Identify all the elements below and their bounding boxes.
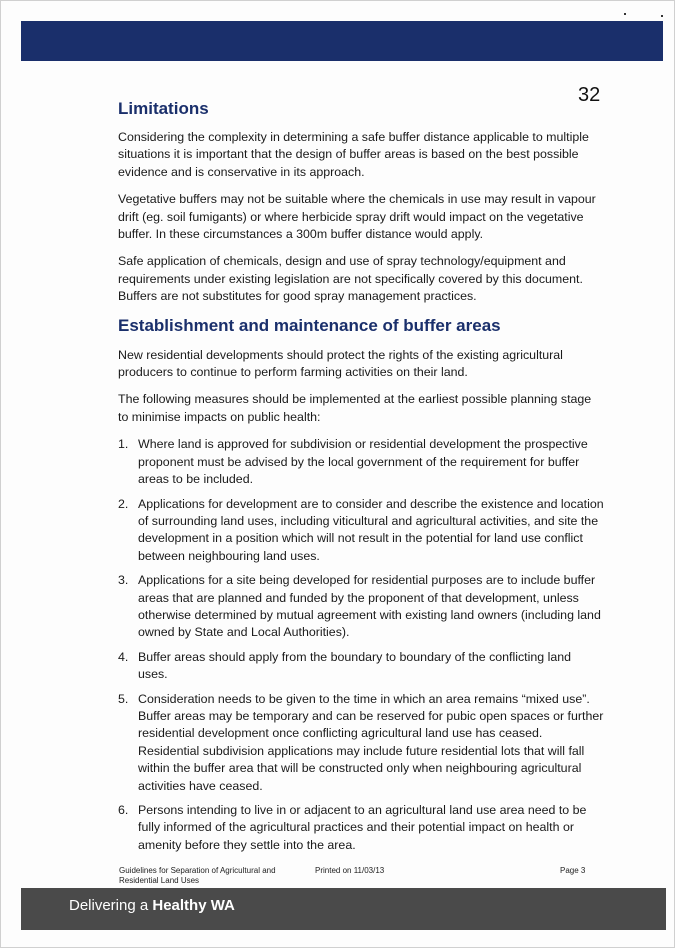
list-number: 3.	[118, 573, 129, 588]
header-band	[21, 21, 663, 61]
footer-printed-date: Printed on 11/03/13	[315, 866, 385, 875]
paragraph: New residential developments should protect the rights of the existing agricultural producers to continue to perform farming activities on their land.	[118, 347, 563, 380]
footer-band	[21, 888, 666, 930]
tagline-prefix: Delivering a	[69, 897, 153, 914]
list-text: Buffer areas should apply from the boundary to boundary of the conflicting land uses.	[138, 649, 572, 682]
scan-speck	[624, 13, 626, 15]
page-number: 32	[578, 84, 601, 106]
scan-speck	[661, 15, 663, 17]
list-number: 6.	[118, 803, 129, 817]
heading-establishment: Establishment and maintenance of buffer areas	[118, 315, 501, 335]
paragraph: Safe application of chemicals, design and use of spray technology/equipment and requirements under existing legislation are not specifically covered by this document. Buffers are not substitutes for good spray management practices.	[118, 254, 583, 304]
list-number: 5.	[118, 691, 129, 706]
list-number: 1.	[118, 437, 129, 452]
list-item	[118, 572, 604, 642]
list-text: Applications for development are to consider and describe the existence and location of surrounding land uses, including viticultural and agricultural activities, and site the development in a position which will not result in the potential for land use conflict between neighbouring land uses.	[138, 496, 604, 563]
list-item	[118, 802, 604, 854]
list-item	[118, 496, 604, 566]
list-text: Persons intending to live in or adjacent to an agricultural land use area need to be fully informed of the agricultural practices and their potential impact on health or amenity before they settle into the area.	[138, 803, 587, 852]
measures-list	[118, 436, 604, 854]
paragraph: The following measures should be implemented at the earliest possible planning stage to minimise impacts on public health:	[118, 392, 592, 424]
heading-limitations: Limitations	[118, 99, 209, 118]
list-item	[118, 649, 604, 684]
paragraph: Vegetative buffers may not be suitable where the chemicals in use may result in vapour drift (eg. soil fumigants) or where herbicide spray drift would impact on the vegetative buffer. In these circumstances a 300m buffer distance would apply.	[118, 192, 596, 242]
footer-doc-title: Guidelines for Separation of Agricultural and Residential Land Uses	[119, 866, 276, 885]
footer-tagline	[69, 897, 235, 914]
footer-page: Page 3	[560, 866, 586, 875]
tagline-bold: Healthy WA	[152, 897, 235, 914]
list-text: Consideration needs to be given to the time in which an area remains “mixed use”. Buffer areas may be temporary and can be reserved for pubic open spaces or further residential development once conflicting agricultural land use has ceased. Residential subdivision applications may include future residential lots that will fall within the buffer area that will be constructed only when neighbouring agricultural activities have ceased.	[138, 691, 604, 793]
list-item	[118, 436, 604, 488]
list-number: 2.	[118, 496, 129, 511]
list-item	[118, 691, 604, 795]
main-content	[118, 99, 604, 861]
list-text: Where land is approved for subdivision or residential development the prospective proponent must be advised by the local government of the requirement for buffer areas to be included.	[138, 437, 588, 487]
list-number: 4.	[118, 649, 129, 664]
list-text: Applications for a site being developed for residential purposes are to include buffer areas that are planned and funded by the proponent of that development, unless otherwise determined by mutual agreement with existing land owners (including land owned by State and Local Authorities).	[138, 573, 601, 640]
paragraph: Considering the complexity in determining a safe buffer distance applicable to multiple situations it is important that the design of buffer areas is based on the best possible evidence and is conservative in its approach.	[118, 130, 589, 179]
